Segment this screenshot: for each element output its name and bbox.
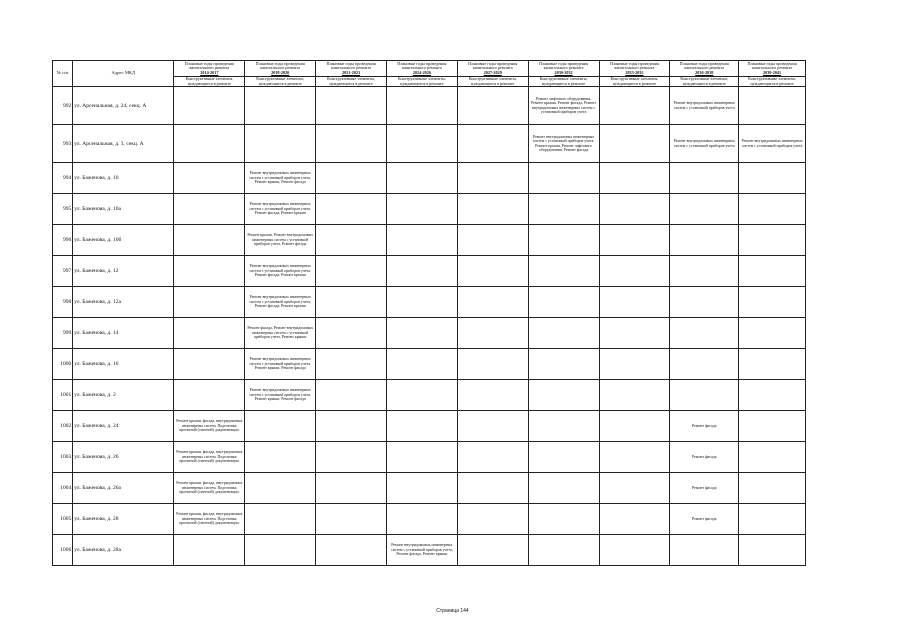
- period-title: Плановые годы проведения капитального ремонта: [326, 60, 376, 71]
- work-cell: [457, 256, 528, 287]
- work-cell: [670, 163, 739, 194]
- work-cell: [386, 504, 457, 535]
- work-cell: [457, 318, 528, 349]
- row-address: ул. Баженова, д. 10а: [73, 194, 174, 225]
- period-header: [599, 61, 670, 77]
- work-cell: [245, 411, 316, 442]
- work-cell: [457, 287, 528, 318]
- work-cell: [670, 256, 739, 287]
- work-cell: Ремонт внутридомовых инженерных систем с установкой приборов учета, Ремонт крыши, Ремонт фасада: [245, 349, 316, 380]
- work-cell: [245, 125, 316, 163]
- work-cell: [316, 287, 387, 318]
- period-years: 2036-2038: [695, 69, 714, 75]
- work-cell: [528, 535, 599, 566]
- work-cell: [316, 473, 387, 504]
- row-address: ул. Баженова, д. 14: [73, 318, 174, 349]
- work-cell: [599, 287, 670, 318]
- work-cell: [599, 535, 670, 566]
- period-subheader: Конструктивные элементы, нуждающиеся в ремонте: [457, 77, 528, 87]
- work-cell: [528, 380, 599, 411]
- row-address: ул. Баженова, д. 26: [73, 442, 174, 473]
- work-cell: [599, 411, 670, 442]
- work-cell: [528, 504, 599, 535]
- work-cell: Ремонт фасада: [670, 504, 739, 535]
- row-number: 998: [53, 287, 73, 318]
- work-cell: [174, 535, 245, 566]
- work-cell: [599, 194, 670, 225]
- table-row: [53, 256, 806, 287]
- work-cell: [528, 163, 599, 194]
- work-cell: [739, 504, 806, 535]
- work-cell: [670, 287, 739, 318]
- row-address: ул. Баженова, д. 12: [73, 256, 174, 287]
- work-cell: [599, 349, 670, 380]
- work-cell: [457, 411, 528, 442]
- period-title: Плановые годы проведения капитального ремонта: [468, 60, 518, 71]
- period-subheader: Конструктивные элементы, нуждающиеся в ремонте: [599, 77, 670, 87]
- period-title: Плановые годы проведения капитального ремонта: [679, 60, 729, 71]
- work-cell: [386, 380, 457, 411]
- work-cell: [457, 87, 528, 125]
- row-address: ул. Баженова, д. 2: [73, 380, 174, 411]
- table-row: [53, 125, 806, 163]
- work-cell: [386, 194, 457, 225]
- work-cell: [316, 318, 387, 349]
- work-cell: [739, 194, 806, 225]
- work-cell: [245, 87, 316, 125]
- work-cell: [386, 87, 457, 125]
- work-cell: [174, 163, 245, 194]
- work-cell: [528, 411, 599, 442]
- work-cell: Ремонт крыши, Ремонт внутридомовых инженерных систем с установкой приборов учета, Ремонт фасада: [245, 225, 316, 256]
- work-cell: [599, 380, 670, 411]
- row-number: 996: [53, 225, 73, 256]
- work-cell: Ремонт внутридомовых инженерных систем с установкой приборов учета, Ремонт крыши, Ремонт лифтового оборудования, Ремонт фасада: [528, 125, 599, 163]
- work-cell: Ремонт крыши, фасада, внутридомовых инженерных систем. Подготовка проектной (сметной) документации.: [174, 442, 245, 473]
- table-row: [53, 318, 806, 349]
- work-cell: [599, 256, 670, 287]
- period-subheader: Конструктивные элементы, нуждающиеся в ремонте: [528, 77, 599, 87]
- work-cell: Ремонт крыши, фасада, внутридомовых инженерных систем. Подготовка проектной (сметной) документации.: [174, 411, 245, 442]
- work-cell: [739, 442, 806, 473]
- period-years: 2014-2017: [200, 69, 219, 75]
- work-cell: [739, 411, 806, 442]
- row-number: 993: [53, 125, 73, 163]
- work-cell: [457, 163, 528, 194]
- work-cell: [528, 287, 599, 318]
- period-header: [457, 61, 528, 77]
- table-row: [53, 504, 806, 535]
- work-cell: [174, 194, 245, 225]
- row-address: ул. Баженова, д. 28: [73, 504, 174, 535]
- period-subheader: Конструктивные элементы, нуждающиеся в ремонте: [739, 77, 806, 87]
- work-cell: [316, 225, 387, 256]
- work-cell: Ремонт внутридомовых инженерных систем с установкой приборов учета, Ремонт фасада, Ремонт крыши: [245, 194, 316, 225]
- work-cell: [386, 256, 457, 287]
- work-cell: [457, 473, 528, 504]
- period-header: [316, 61, 387, 77]
- work-cell: [457, 125, 528, 163]
- table-row: [53, 411, 806, 442]
- work-cell: [386, 442, 457, 473]
- work-cell: Ремонт фасада: [670, 411, 739, 442]
- work-cell: [316, 125, 387, 163]
- period-years: 2018-2020: [271, 69, 290, 75]
- work-cell: [386, 125, 457, 163]
- work-cell: [457, 380, 528, 411]
- table-row: [53, 380, 806, 411]
- table-row: [53, 87, 806, 125]
- period-header: [174, 61, 245, 77]
- work-cell: [528, 349, 599, 380]
- page-number: Страница 144: [436, 608, 469, 614]
- row-number: 1006: [53, 535, 73, 566]
- work-cell: [386, 349, 457, 380]
- work-cell: [386, 287, 457, 318]
- table-row: [53, 287, 806, 318]
- period-title: Плановые годы проведения капитального ремонта: [609, 60, 659, 71]
- row-number: 994: [53, 163, 73, 194]
- table-row: [53, 163, 806, 194]
- period-subheader: Конструктивные элементы, нуждающиеся в ремонте: [386, 77, 457, 87]
- work-cell: [386, 163, 457, 194]
- work-cell: [174, 225, 245, 256]
- work-cell: [528, 256, 599, 287]
- work-cell: [174, 380, 245, 411]
- row-number: 1005: [53, 504, 73, 535]
- num-header: № п/п: [53, 61, 73, 87]
- table-row: [53, 442, 806, 473]
- work-cell: [739, 225, 806, 256]
- row-address: ул. Баженова, д. 24: [73, 411, 174, 442]
- period-years: 2024-2026: [412, 69, 431, 75]
- table-row: [53, 473, 806, 504]
- work-cell: [316, 411, 387, 442]
- work-cell: [739, 163, 806, 194]
- work-cell: [739, 256, 806, 287]
- work-cell: Ремонт крыши, фасада, внутридомовых инженерных систем. Подготовка проектной (сметной) документации.: [174, 473, 245, 504]
- work-cell: Ремонт внутридомовых инженерных систем с установкой приборов учета: [670, 87, 739, 125]
- table-row: [53, 225, 806, 256]
- period-years: 2033-2035: [625, 69, 644, 75]
- work-cell: [528, 194, 599, 225]
- work-cell: Ремонт фасада, Ремонт внутридомовых инженерных систем с установкой приборов учета, Ремонт крыши: [245, 318, 316, 349]
- work-cell: [316, 256, 387, 287]
- work-cell: [245, 442, 316, 473]
- table-row: [53, 194, 806, 225]
- period-title: Плановые годы проведения капитального ремонта: [538, 60, 589, 71]
- period-title: Плановые годы проведения капитального ремонта: [255, 60, 305, 71]
- work-cell: [670, 535, 739, 566]
- work-cell: Ремонт внутридомовых инженерных систем с установкой приборов учета: [739, 125, 806, 163]
- work-cell: [316, 380, 387, 411]
- row-address: ул. Баженова, д. 28а: [73, 535, 174, 566]
- row-address: ул. Баженова, д. 10: [73, 163, 174, 194]
- work-cell: [739, 535, 806, 566]
- work-cell: [457, 225, 528, 256]
- work-cell: [245, 535, 316, 566]
- work-cell: [174, 87, 245, 125]
- work-cell: [670, 349, 739, 380]
- work-cell: Ремонт крыши, фасада, внутридомовых инженерных систем. Подготовка проектной (сметной) документации.: [174, 504, 245, 535]
- work-cell: [457, 442, 528, 473]
- period-years: 2021-2023: [341, 69, 361, 75]
- row-number: 1002: [53, 411, 73, 442]
- work-cell: [174, 287, 245, 318]
- work-cell: [174, 256, 245, 287]
- work-cell: [670, 194, 739, 225]
- work-cell: [599, 504, 670, 535]
- work-cell: [457, 349, 528, 380]
- work-cell: [386, 473, 457, 504]
- period-header: [670, 61, 739, 77]
- work-cell: [316, 163, 387, 194]
- work-cell: Ремонт внутридомовых инженерных систем с установкой приборов учета: [670, 125, 739, 163]
- work-cell: Ремонт фасада: [670, 442, 739, 473]
- period-subheader: Конструктивные элементы, нуждающиеся в ремонте: [245, 77, 316, 87]
- work-cell: [599, 87, 670, 125]
- work-cell: [316, 504, 387, 535]
- period-title: Плановые годы проведения капитального ремонта: [397, 60, 447, 71]
- period-subheader: Конструктивные элементы, нуждающиеся в ремонте: [316, 77, 387, 87]
- row-number: 997: [53, 256, 73, 287]
- row-address: ул. Баженова, д. 16: [73, 349, 174, 380]
- period-title: Плановые годы проведения капитального ремонта: [747, 60, 797, 71]
- row-address: ул. Арсенальная, д. 3, секц. А: [73, 125, 174, 163]
- row-number: 1001: [53, 380, 73, 411]
- work-cell: [174, 318, 245, 349]
- table-body: [53, 87, 806, 566]
- work-cell: [386, 411, 457, 442]
- work-cell: [386, 318, 457, 349]
- work-cell: [670, 380, 739, 411]
- period-title: Плановые годы проведения капитального ремонта: [184, 60, 234, 71]
- row-number: 1004: [53, 473, 73, 504]
- row-address: ул. Баженова, д. 12а: [73, 287, 174, 318]
- address-header: Адрес МКД: [73, 61, 174, 87]
- table-row: [53, 535, 806, 566]
- period-header: [386, 61, 457, 77]
- period-years: 2027-2029: [483, 69, 502, 75]
- work-cell: [599, 125, 670, 163]
- work-cell: Ремонт внутридомовых инженерных систем с установкой приборов учета, Ремонт крыши, Ремонт фасада: [245, 380, 316, 411]
- period-years: 2030-2032: [554, 69, 573, 75]
- work-cell: [528, 225, 599, 256]
- work-cell: [599, 442, 670, 473]
- row-number: 1000: [53, 349, 73, 380]
- work-cell: [316, 349, 387, 380]
- row-address: ул. Баженова, д. 10б: [73, 225, 174, 256]
- work-cell: Ремонт фасада: [670, 473, 739, 504]
- work-cell: Ремонт внутридомовых инженерных систем с установкой приборов учета, Ремонт крыши, Ремонт фасада: [245, 163, 316, 194]
- work-cell: [316, 194, 387, 225]
- row-address: ул. Арсенальная, д. 24, секц. А: [73, 87, 174, 125]
- work-cell: [174, 125, 245, 163]
- work-cell: [670, 318, 739, 349]
- period-header: [528, 61, 599, 77]
- work-cell: [386, 225, 457, 256]
- work-cell: [316, 87, 387, 125]
- work-cell: [599, 473, 670, 504]
- work-cell: [528, 318, 599, 349]
- work-cell: [739, 473, 806, 504]
- row-number: 999: [53, 318, 73, 349]
- work-cell: [316, 535, 387, 566]
- work-cell: Ремонт лифтового оборудования, Ремонт крыши, Ремонт фасада, Ремонт внутридомовых инженерных систем с установкой приборов учета: [528, 87, 599, 125]
- table-row: [53, 349, 806, 380]
- work-cell: [739, 87, 806, 125]
- schedule-sheet: [52, 60, 806, 572]
- row-address: ул. Баженова, д. 26а: [73, 473, 174, 504]
- row-number: 1003: [53, 442, 73, 473]
- row-number: 995: [53, 194, 73, 225]
- work-cell: [739, 349, 806, 380]
- work-cell: [457, 504, 528, 535]
- work-cell: [599, 318, 670, 349]
- work-cell: [599, 225, 670, 256]
- period-header: [739, 61, 806, 77]
- work-cell: Ремонт внутридомовых инженерных систем с установкой приборов учета, Ремонт фасада, Ремонт крыши: [245, 256, 316, 287]
- period-years: 2039-2041: [763, 69, 782, 75]
- period-header: [245, 61, 316, 77]
- period-subheader: Конструктивные элементы, нуждающиеся в ремонте: [670, 77, 739, 87]
- work-cell: Ремонт внутридомовых инженерных систем с установкой приборов учета, Ремонт фасада, Ремонт крыши: [245, 287, 316, 318]
- work-cell: [528, 473, 599, 504]
- work-cell: Ремонт внутридомовых инженерных систем с установкой приборов учета, Ремонт фасада, Ремонт крыши: [386, 535, 457, 566]
- work-cell: [245, 473, 316, 504]
- work-cell: [739, 380, 806, 411]
- row-number: 992: [53, 87, 73, 125]
- work-cell: [316, 442, 387, 473]
- work-cell: [457, 194, 528, 225]
- work-cell: [739, 318, 806, 349]
- work-cell: [599, 163, 670, 194]
- header-row-periods: [53, 61, 806, 77]
- work-cell: [528, 442, 599, 473]
- work-cell: [245, 504, 316, 535]
- period-subheader: Конструктивные элементы, нуждающиеся в ремонте: [174, 77, 245, 87]
- work-cell: [174, 349, 245, 380]
- repair-schedule-table: [52, 60, 806, 566]
- work-cell: [670, 225, 739, 256]
- work-cell: [457, 535, 528, 566]
- work-cell: [739, 287, 806, 318]
